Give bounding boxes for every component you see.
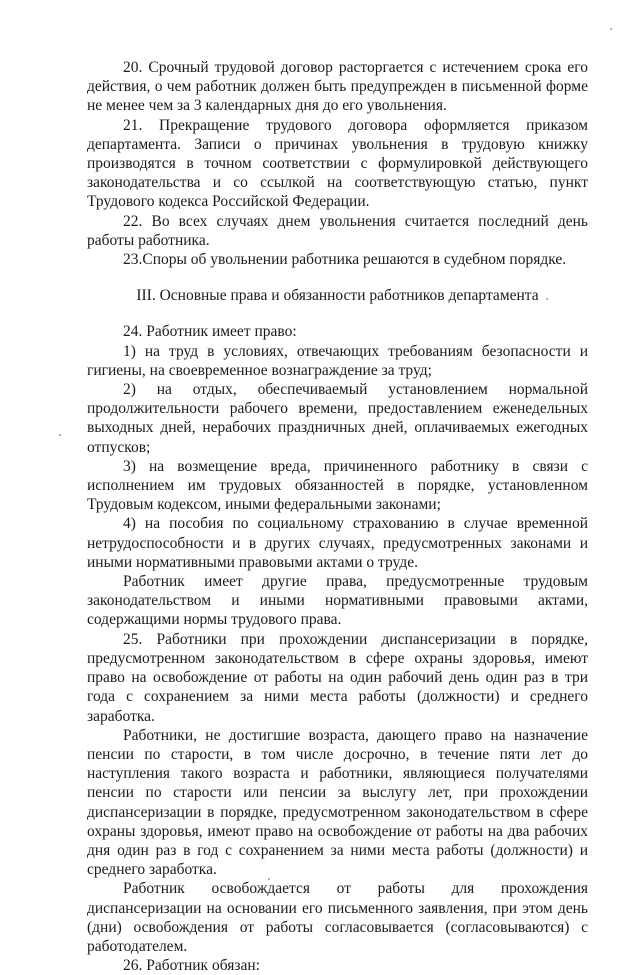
paragraph-24: 24. Работник имеет право: (123, 323, 297, 341)
scan-speck (59, 434, 61, 436)
paragraph-20: 20. Срочный трудовой договор расторгается с истечением срока его действия, о чем работник должен быть предупрежден в письменной форме не менее чем за 3 календарных дня до его увольнения. (87, 59, 588, 115)
paragraph-24-item-3: 3) на возмещение вреда, причиненного работнику в связи с исполнением им трудовых обязанностей в порядке, установленном Трудовым кодексом, иными федеральными законами; (87, 457, 588, 514)
scan-speck (610, 28, 612, 30)
paragraph-23: 23.Споры об увольнении работника решаются в судебном порядке. (123, 251, 567, 269)
paragraph-25-pensioners: Работники, не достигшие возраста, дающего право на назначение пенсии по старости, в том числе досрочно, в течение пяти лет до наступления такого возраста и работники, являющиеся получателями пенсии по старости или пенсии за выслугу лет, при прохождении диспансеризации в порядке, предусмотренном законодательством в сфере охраны здоровья, имеют право на освобождение от работы на два рабочих дня один раз в год с сохранением за ними места работы (должности) и среднего заработка. (87, 726, 588, 879)
paragraph-26: 26. Работник обязан: (123, 957, 260, 975)
scan-speck (546, 298, 548, 300)
paragraph-24-other-rights: Работник имеет другие права, предусмотренные трудовым законодательством и иными нормативными правовыми актами, содержащими нормы трудового права. (87, 573, 588, 629)
section-heading: III. Основные права и обязанности работников департамента (136, 287, 539, 305)
paragraph-25-application: Работник освобождается от работы для прохождения диспансеризации на основании его письменного заявления, при этом день (дни) освобождения от работы согласовывается (согласовываются) с работодателем. (87, 880, 588, 955)
paragraph-25: 25. Работники при прохождении диспансеризации в порядке, предусмотренном законодательством в сфере охраны здоровья, имеют право на освобождение от работы на один рабочий день один раз в три года с сохранением за ними места работы (должности) и среднего заработка. (87, 630, 588, 725)
paragraph-24-item-1: 1) на труд в условиях, отвечающих требованиям безопасности и гигиены, на своевременное вознаграждение за труд; (87, 342, 588, 379)
paragraph-24-item-4: 4) на пособия по социальному страхованию в случае временной нетрудоспособности и в других случаях, предусмотренных законами и иными нормативными правовыми актами о труде. (87, 515, 588, 571)
paragraph-21: 21. Прекращение трудового договора оформляется приказом департамента. Записи о причинах увольнения в трудовую книжку производятся в точном соответствии с формулировкой действующего законодательства и со ссылкой на соответствующую статью, пункт Трудового кодекса Российской Федерации. (87, 116, 588, 211)
document-text (87, 58, 588, 975)
paragraph-22: 22. Во всех случаях днем увольнения считается последний день работы работника. (87, 212, 588, 249)
scan-speck (268, 878, 270, 880)
paragraph-24-item-2: 2) на отдых, обеспечиваемый установлением нормальной продолжительности рабочего времени, предоставлением еженедельных выходных дней, нерабочих праздничных дней, оплачиваемых ежегодных отпусков; (87, 381, 588, 456)
